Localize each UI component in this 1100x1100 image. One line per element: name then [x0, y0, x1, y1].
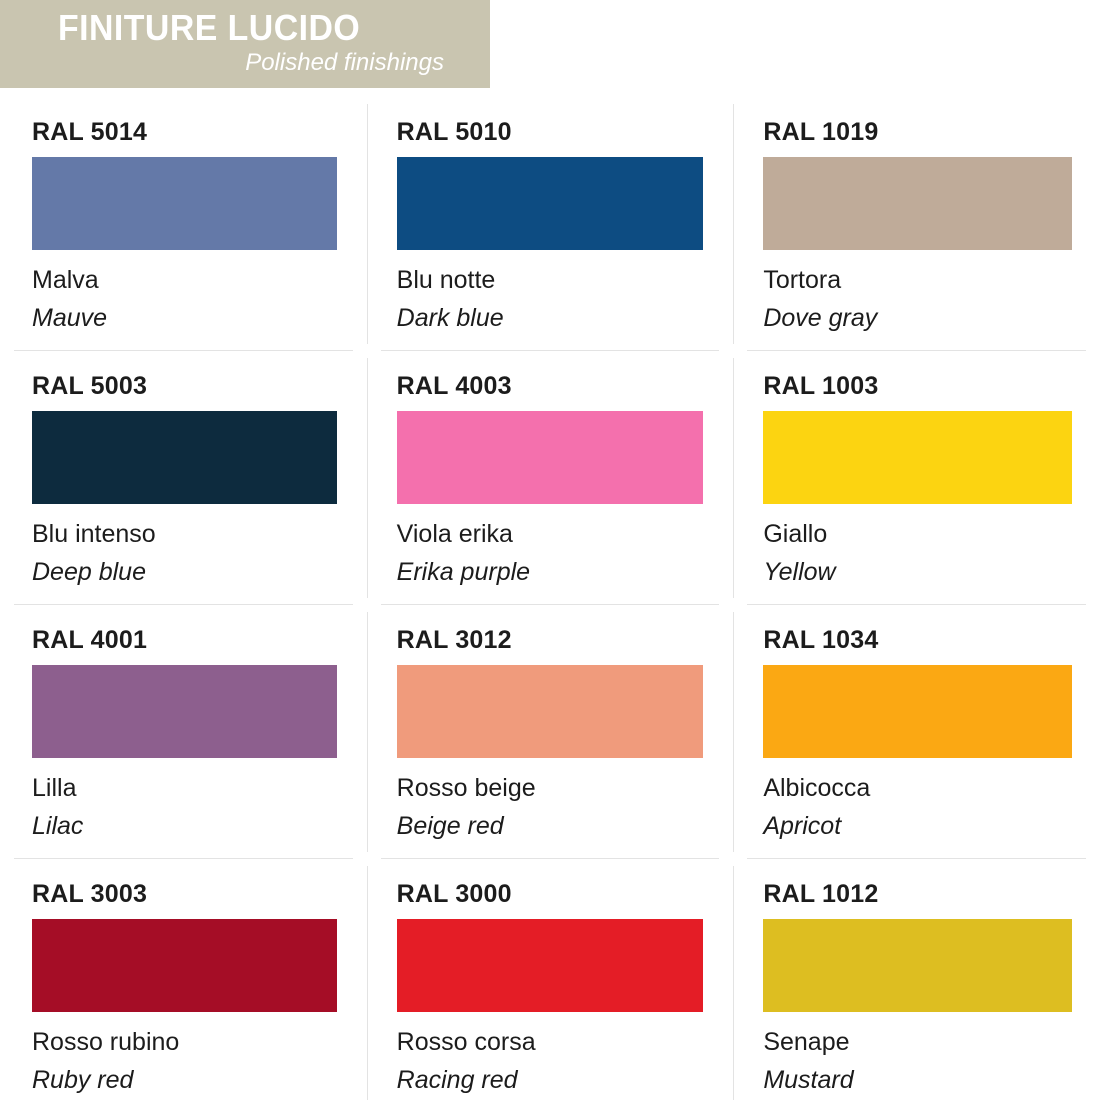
swatch-card[interactable] [733, 350, 1100, 604]
color-name-it: Malva [32, 266, 99, 294]
color-name-it: Rosso corsa [396, 1028, 536, 1056]
color-name-it: Tortora [763, 266, 842, 294]
swatch-card[interactable] [0, 604, 367, 858]
color-name-en: Dark blue [396, 303, 504, 332]
color-name-en: Mauve [32, 303, 108, 332]
color-name-en: Deep blue [32, 557, 146, 586]
color-swatch [397, 665, 704, 758]
swatch-card[interactable] [0, 858, 367, 1100]
ral-code: RAL 3003 [32, 880, 148, 908]
color-swatch [763, 919, 1072, 1012]
swatch-card[interactable] [367, 350, 734, 604]
ral-code: RAL 1003 [763, 372, 879, 400]
color-name-en: Apricot [763, 811, 842, 840]
color-swatch [32, 919, 337, 1012]
color-name-it: Giallo [763, 520, 828, 548]
color-swatch [397, 157, 704, 250]
swatch-card[interactable] [733, 604, 1100, 858]
color-name-en: Mustard [763, 1065, 854, 1094]
color-name-it: Viola erika [396, 520, 513, 548]
page-subtitle: Polished finishings [245, 48, 444, 76]
color-swatch [397, 919, 704, 1012]
swatch-card[interactable] [367, 604, 734, 858]
swatch-grid [0, 96, 1100, 1100]
ral-code: RAL 5014 [32, 118, 148, 146]
color-name-it: Lilla [32, 774, 77, 802]
color-swatch [397, 411, 704, 504]
color-name-en: Yellow [763, 557, 836, 586]
ral-code: RAL 4001 [32, 626, 148, 654]
color-name-en: Beige red [396, 811, 504, 840]
ral-code: RAL 5010 [396, 118, 512, 146]
swatch-card[interactable] [367, 96, 734, 350]
color-name-it: Albicocca [763, 774, 871, 802]
swatch-card[interactable] [367, 858, 734, 1100]
swatch-card[interactable] [0, 350, 367, 604]
ral-code: RAL 1019 [763, 118, 879, 146]
color-swatch [763, 665, 1072, 758]
ral-code: RAL 1034 [763, 626, 879, 654]
swatch-card[interactable] [0, 96, 367, 350]
page-title: FINITURE LUCIDO [58, 6, 361, 48]
color-name-it: Rosso beige [396, 774, 536, 802]
swatch-card[interactable] [733, 96, 1100, 350]
color-name-it: Rosso rubino [32, 1028, 180, 1056]
ral-code: RAL 4003 [396, 372, 512, 400]
ral-code: RAL 3012 [396, 626, 512, 654]
header-banner [0, 0, 490, 88]
color-swatch [32, 411, 337, 504]
ral-code: RAL 3000 [396, 880, 512, 908]
color-name-it: Senape [763, 1028, 850, 1056]
swatch-card[interactable] [733, 858, 1100, 1100]
color-name-en: Lilac [32, 811, 84, 840]
color-name-en: Erika purple [396, 557, 531, 586]
color-name-en: Racing red [396, 1065, 518, 1094]
color-swatch [763, 157, 1072, 250]
color-swatch [763, 411, 1072, 504]
color-swatch [32, 665, 337, 758]
color-name-it: Blu notte [396, 266, 496, 294]
ral-code: RAL 5003 [32, 372, 148, 400]
color-name-en: Ruby red [32, 1065, 134, 1094]
ral-code: RAL 1012 [763, 880, 879, 908]
color-name-it: Blu intenso [32, 520, 156, 548]
color-name-en: Dove gray [763, 303, 878, 332]
color-swatch [32, 157, 337, 250]
